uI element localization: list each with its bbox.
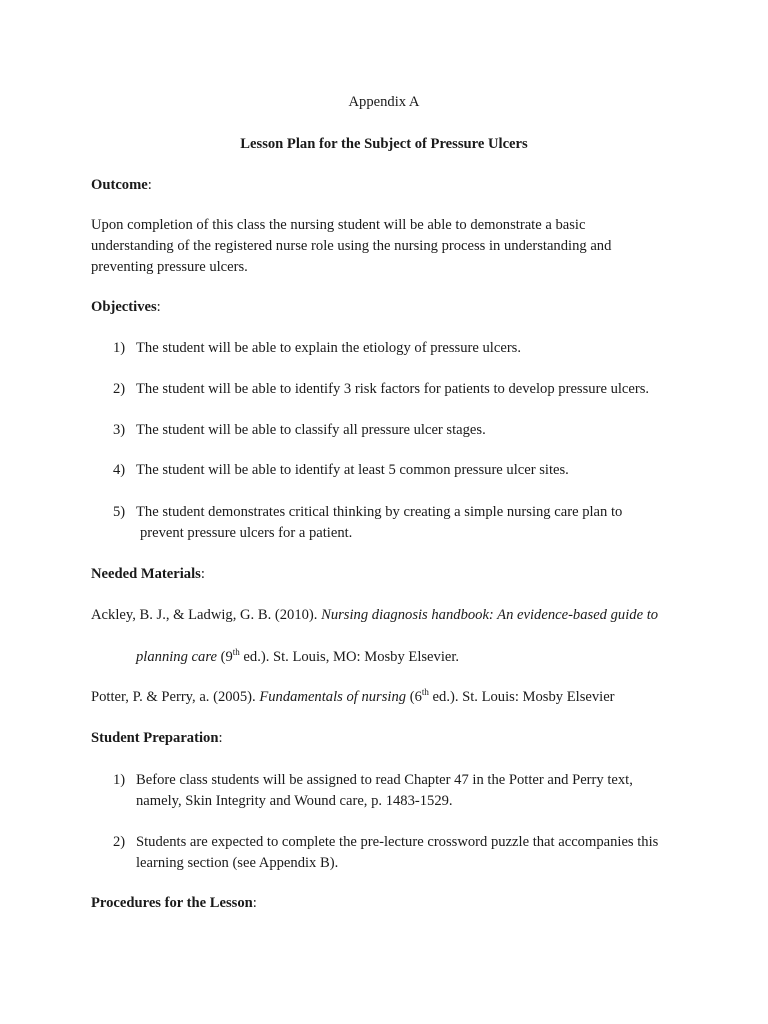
reference-ackley-continued [136,647,459,667]
reference-potter [91,687,615,707]
reference-title: Nursing diagnosis handbook: An evidence-based guide to [321,607,659,623]
reference-title-continued: planning care [136,649,217,665]
outcome-colon: : [147,177,152,193]
objective-text: The student will be able to classify all pressure ulcer stages. [136,422,486,438]
preparation-text: Students are expected to complete the pre-lecture crossword puzzle that accompanies this [136,834,659,850]
objective-text: The student will be able to identify at least 5 common pressure ulcer sites. [136,462,569,478]
objectives-colon: : [156,299,161,315]
preparation-colon: : [218,730,223,746]
preparation-number: 2) [113,834,126,850]
edition-superscript: th [232,647,240,657]
outcome-text-line-1: Upon completion of this class the nursing student will be able to demonstrate a basic [91,217,586,233]
outcome-text-line-2: understanding of the registered nurse role using the nursing process in understanding and [91,238,612,254]
materials-colon: : [200,566,205,582]
reference-publisher: ed.). St. Louis, MO: Mosby Elsevier. [239,649,460,665]
outcome-heading: Outcome [91,177,148,193]
objective-number: 3) [113,422,126,438]
objective-text: The student will be able to explain the etiology of pressure ulcers. [136,340,522,356]
objective-number: 2) [113,381,126,397]
objective-text: The student will be able to identify 3 risk factors for patients to develop pressure ulcers. [136,381,650,397]
objective-text: The student demonstrates critical thinking by creating a simple nursing care plan to [136,504,623,520]
materials-heading-line [91,564,205,584]
appendix-label: Appendix A [348,94,420,110]
reference-authors: Potter, P. & Perry, a. (2005). [91,689,260,705]
preparation-heading-line [91,728,223,748]
preparation-text: Before class students will be assigned to read Chapter 47 in the Potter and Perry text, [136,772,633,788]
procedures-heading-line [91,893,257,913]
edition-superscript: th [421,687,429,697]
objective-number: 5) [113,504,126,520]
preparation-text-continued: namely, Skin Integrity and Wound care, p. 1483-1529. [136,793,453,809]
page-title: Lesson Plan for the Subject of Pressure Ulcers [240,136,528,152]
reference-edition: (9 [216,649,233,665]
objectives-heading: Objectives [91,299,157,315]
objective-text-continued: prevent pressure ulcers for a patient. [140,525,353,541]
preparation-heading: Student Preparation [91,730,219,746]
procedures-heading: Procedures for the Lesson [91,895,253,911]
materials-heading: Needed Materials [91,566,201,582]
reference-ackley [91,605,658,625]
reference-title: Fundamentals of nursing [259,689,407,705]
preparation-number: 1) [113,772,126,788]
outcome-text-line-3: preventing pressure ulcers. [91,259,248,275]
procedures-colon: : [252,895,257,911]
reference-edition: (6 [406,689,422,705]
reference-authors: Ackley, B. J., & Ladwig, G. B. (2010). [91,607,322,623]
outcome-heading-line [91,175,152,195]
preparation-text-continued: learning section (see Appendix B). [136,855,339,871]
objective-number: 4) [113,462,126,478]
objectives-heading-line [91,297,161,317]
objective-number: 1) [113,340,126,356]
reference-publisher: ed.). St. Louis: Mosby Elsevier [428,689,615,705]
